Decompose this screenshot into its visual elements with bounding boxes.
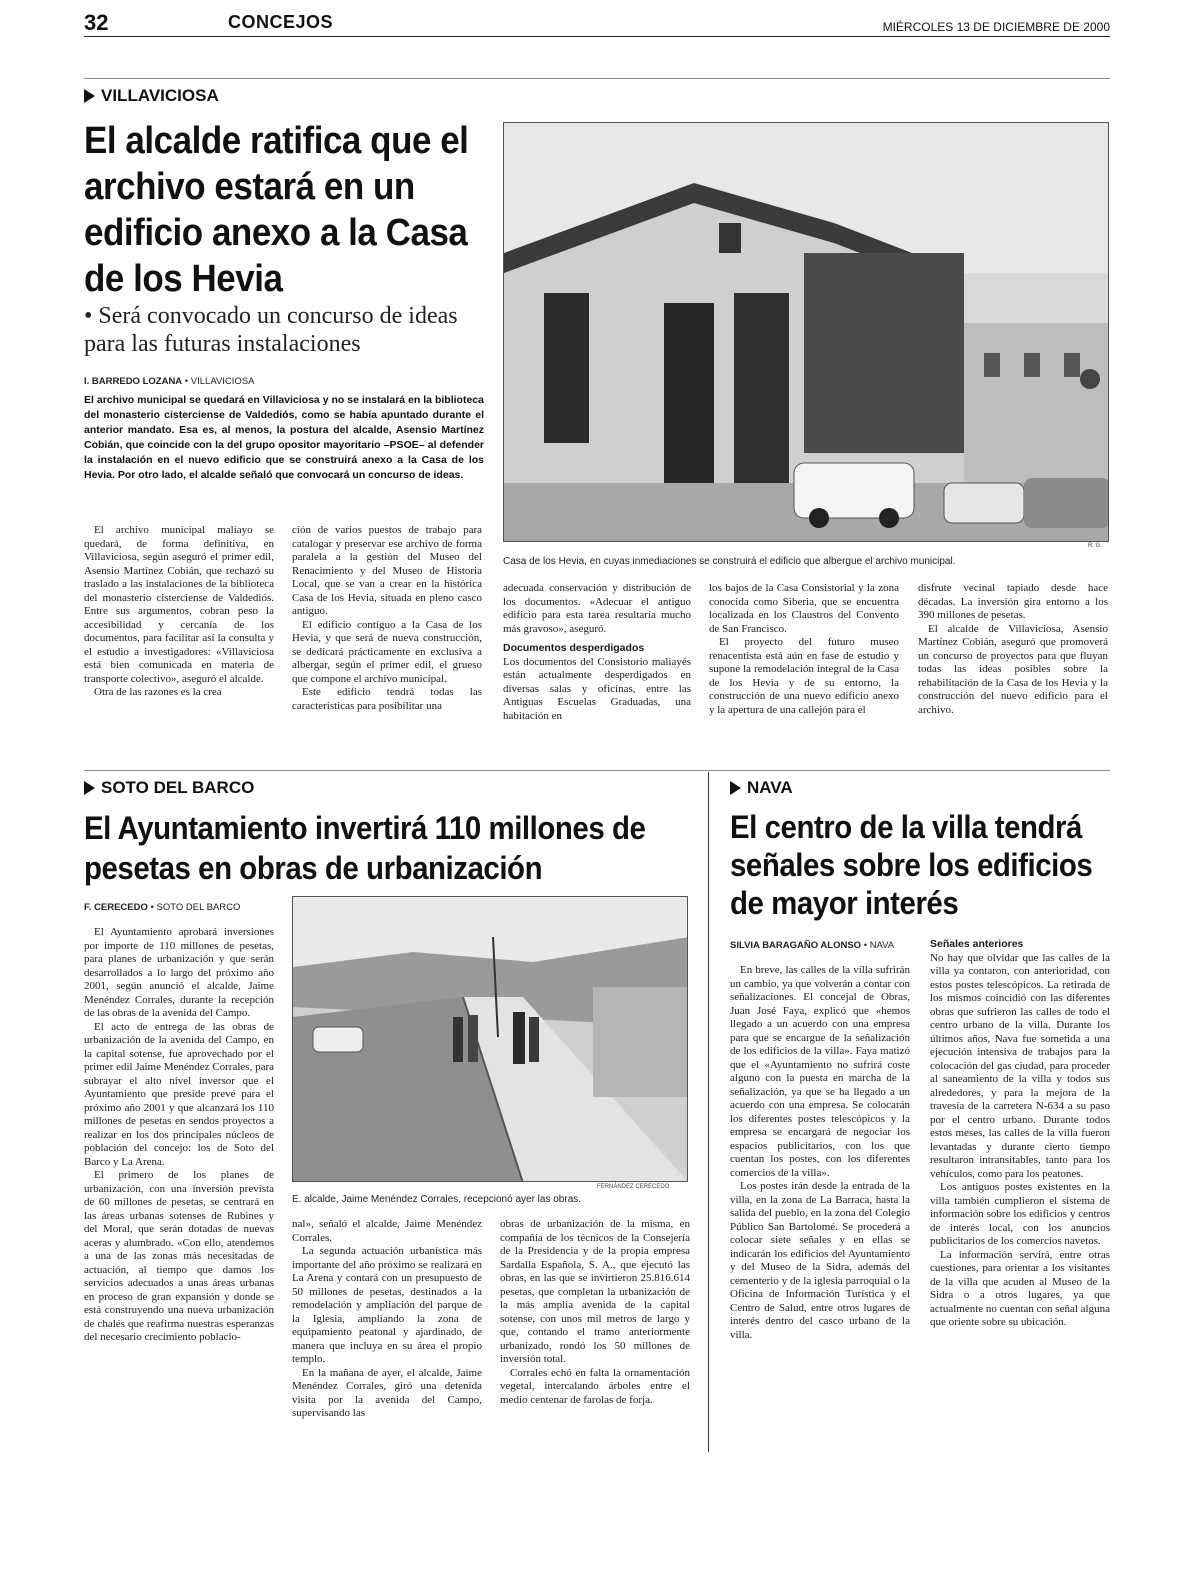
paragraph: Este edificio tendrá todas las características para posibilitar una (292, 686, 482, 712)
story1-photo-caption: Casa de los Hevia, en cuyas inmediaciones se construirá el edificio que albergue el archivo municipal. (503, 556, 956, 567)
triangle-icon (84, 781, 95, 795)
story1-column-5 (918, 582, 1108, 717)
subheading: Señales anteriores (930, 938, 1024, 950)
story2-photo-credit: FERNÁNDEZ CERECEDO (597, 1184, 670, 1190)
tag-label: NAVA (747, 778, 793, 797)
story2-byline: F. CERECEDO • SOTO DEL BARCO (84, 902, 241, 913)
story1-photo (503, 122, 1109, 542)
section-title: CONCEJOS (228, 12, 334, 32)
paragraph: ción de varios puestos de trabajo para catalogar y preservar ese archivo de forma paralela a la gestión del Museo del Renacimiento y del Museo de Historia Local, que se van a crear en la histórica Casa de los Hevia, situada en pleno casco antiguo. (292, 524, 482, 617)
paragraph: nal», señaló el alcalde, Jaime Menéndez Corrales. (292, 1218, 482, 1244)
publication-date: MIÉRCOLES 13 DE DICIEMBRE DE 2000 (882, 20, 1110, 34)
story2-column-2 (292, 1218, 482, 1421)
tag-label: VILLAVICIOSA (101, 86, 219, 105)
section-tag-soto-del-barco (84, 778, 254, 798)
paragraph: La información servirá, entre otras cuestiones, para orientar a los visitantes de la villa que acuden al Museo de la Sidra o a otros lugares, ya que actualmente no cuentan con señal alguna que oriente sobre su ubicación. (930, 1248, 1110, 1328)
paragraph: En breve, las calles de la villa sufrirán un cambio, ya que volverán a contar con señalizaciones. El concejal de Obras, Juan José Faya, explicó que «hemos llegado a un acuerdo con una empresa para que se encargue de la señalización de los edificios de la villa». Faya matizó que el «Ayuntamiento no sufrirá coste alguno con la puesta en marcha de la señalización, ya que se ha llegado a un acuerdo con una empresa. Se colocarán los diferentes postes telescópicos y la empresa se encargará de negociar los espacios publicitarios, con los que cuentan los postes, con los diferentes comercios de la villa». (730, 964, 910, 1179)
paragraph: Los antiguos postes existentes en la villa también cumplieron el sistema de información sobre los edificios y centros de interés local, con los anuncios publicitarios de los comercios navetos. (930, 1181, 1110, 1247)
story2-photo-caption: E. alcalde, Jaime Menéndez Corrales, recepcionó ayer las obras. (292, 1194, 582, 1205)
story3-byline: SILVIA BARAGAÑO ALONSO • NAVA (730, 940, 895, 951)
paragraph: El alcalde de Villaviciosa, Asensio Martínez Cobián, aseguró que promoverá un concurso de proyectos para que fluyan todas las ideas posibles sobre la rehabilitación de la Casa de los Hevia y la construcción del nuevo edificio para el archivo. (918, 622, 1108, 716)
story1-column-2 (292, 524, 482, 713)
story1-column-4 (709, 582, 899, 717)
byline-author: SILVIA BARAGAÑO ALONSO (730, 940, 862, 951)
paragraph: El Ayuntamiento aprobará inversiones por importe de 110 millones de pesetas, para planes de urbanización y que serán desarrollados a lo largo del próximo año 2001, según anunció el alcalde, Jaime Menéndez Corrales, durante la recepción de las obras de la avenida del Campo. (84, 926, 274, 1019)
paragraph: Otra de las razones es la crea (94, 686, 222, 698)
story2-column-3 (500, 1218, 690, 1407)
paragraph: El primero de los planes de urbanización, con una inversión prevista de 60 millones de pesetas, se centrará en las áreas urbanas sotenses de Rubines y del Moral, que serán dotadas de nuevas aceras y alumbrado. «Con ello, atendemos a una de las zonas más necesitadas de actuación, al tiempo que damos los servicios adecuados a unas áreas urbanas en proceso de gran expansión y donde se está construyendo una nueva urbanización de chalés que reafirma nuestras esperanzas del necesario crecimiento poblacio- (84, 1169, 274, 1343)
paragraph: los bajos de la Casa Consistorial y la zona conocida como Siberia, que se encuentra localizada en los Claustros del Convento de San Francisco. (709, 582, 899, 635)
paragraph: El acto de entrega de las obras de urbanización de la avenida del Campo, en la capital sotense, fue aprovechado por el primer edil Jaime Menéndez Corrales, para subrayar el alto nivel inversor que el Ayuntamiento que preside prevé para el próximo año 2001 y que alcanzará los 110 millones de pesetas en sendos proyectos a realizar en los dos principales núcleos de población del concejo: los de Soto del Barco y La Arena. (84, 1020, 274, 1168)
story1-lead: El archivo municipal se quedará en Villaviciosa y no se instalará en la biblioteca del monasterio cisterciense de Valdediós, como se había apuntado durante el anterior mandato. Esa es, al menos, la postura del alcalde, Asensio Martínez Cobián, que coincide con la del grupo opositor mayoritario –PSOE– al defender la instalación en el nuevo edificio que se construirá anexo a la Casa de los Hevia. Por otro lado, el alcalde señaló que convocará un concurso de ideas. (84, 394, 484, 481)
byline-author: I. BARREDO LOZANA (84, 376, 183, 387)
story3-column-2 (930, 938, 1110, 1330)
paragraph: El proyecto del futuro museo renacentista está aún en fase de estudio y supone la remodelación integral de la Casa de los Hevia y de su entorno, la construcción de una nuevo edificio anexo y la apertura de una callejón para el (709, 636, 899, 716)
column-divider (708, 772, 709, 1452)
paragraph: El archivo municipal maliayo se quedará, de forma definitiva, en Villaviciosa, según aseguró el primer edil, Asensio Martínez Cobián, que rechazó su traslado a las instalaciones de la biblioteca del monasterio cisterciense de Valdediós. Entre sus argumentos, cobran peso la accesibilidad y cercanía de los documentos, para facilitar así la consulta y el estudio a investigadores: «Villaviciosa está bien comunicada en materia de transporte colectivo», aseguró el alcalde. (84, 524, 274, 685)
story2-photo (292, 896, 688, 1182)
building-illustration (504, 123, 1109, 542)
story1-photo-credit: R. G. (1088, 543, 1103, 549)
story2-headline: El Ayuntamiento invertirá 110 millones de pesetas en obras de urbanización (84, 810, 646, 886)
paragraph: No hay que olvidar que las calles de la villa ya contaron, con anterioridad, con estos postes telescópicos. La retirada de los mismos coincidió con las diferentes obras que sufrieron las calles de todo el centro urbano de la villa. Durante los últimos años, Nava fue sometida a una ejecución intensiva de trabajos para la colocación del gas ciudad, para proceder al saneamiento de la villa y todos sus alrededores, y para la mejora de la travesía de la carretera N-634 a su paso por el centro urbano. Durante todos estos meses, las calles de la villa fueron levantadas y durante cierto tiempo resultaron intransitables, tanto para los vehículos, como para los peatones. (930, 951, 1110, 1180)
story3-column-1 (730, 964, 910, 1342)
paragraph: El edificio contiguo a la Casa de los Hevia, y que será de nueva construcción, se dedicará prácticamente en exclusiva a albergar, según el primer edil, el grueso que compone el archivo municipal. (292, 618, 482, 685)
section-tag-villaviciosa (84, 86, 219, 106)
triangle-icon (730, 781, 741, 795)
byline-author: F. CERECEDO (84, 902, 148, 913)
section-divider (84, 770, 1110, 771)
tag-label: SOTO DEL BARCO (101, 778, 255, 797)
story1-column-1 (84, 524, 274, 700)
section-tag-nava (730, 778, 793, 798)
story1-byline: I. BARREDO LOZANA • VILLAVICIOSA (84, 376, 255, 387)
paragraph: Los documentos del Consistorio maliayés están actualmente desperdigados en diversas salas y oficinas, entre las Antiguas Escuelas Graduadas, una habitación en (503, 655, 691, 722)
street-illustration (293, 897, 688, 1182)
byline-place: NAVA (869, 940, 895, 951)
masthead-rule (84, 36, 1110, 37)
story1-column-3 (503, 582, 691, 723)
top-rule (84, 78, 1110, 79)
paragraph: Los postes irán desde la entrada de la villa, en la zona de La Barraca, hasta la salida del pueblo, en la zona del Colegio Público San Bartolomé. Se procederá a colocar siete señales y en ellas se indicarán los edificios del Ayuntamiento y del Museo de la Sidra, además del cementerio y de la iglesia parroquial o la Oficina de Información Turística y el Centro de Salud, entre otros lugares de interés dentro del casco urbano de la villa. (730, 1180, 910, 1341)
story2-column-1 (84, 926, 274, 1345)
subheading: Documentos desperdigados (503, 642, 645, 654)
paragraph: adecuada conservación y distribución de los documentos. «Adecuar el antiguo edificio para esta tarea resultaría mucho más gravoso», aseguró. (503, 582, 691, 635)
story1-subhead: • Será convocado un concurso de ideas para las futuras instalaciones (84, 303, 458, 357)
triangle-icon (84, 89, 95, 103)
paragraph: disfrute vecinal tapiado desde hace décadas. La inversión gira entorno a los 390 millones de pesetas. (918, 582, 1108, 621)
story1-headline: El alcalde ratifica que el archivo estará en un edificio anexo a la Casa de los Hevia (84, 120, 469, 300)
paragraph: En la mañana de ayer, el alcalde, Jaime Menéndez Corrales, giró una detenida visita por la avenida del Campo, supervisando las (292, 1366, 482, 1419)
story3-headline: El centro de la villa tendrá señales sobre los edificios de mayor interés (730, 809, 1093, 921)
paragraph: Corrales echó en falta la ornamentación vegetal, intercalando árboles entre el medio centenar de farolas de forja. (500, 1366, 690, 1406)
page-number: 32 (84, 10, 109, 35)
paragraph: obras de urbanización de la misma, en compañía de los técnicos de la Consejería de la Presidencia y de la propia empresa Sardalla Española, S. A., que ejecutó las obras, en las que se invirtieron 25.816.614 pesetas, que completan la urbanización de la más amplia avenida de la capital sotense, con unos mil metros de largo y que, contando el tramo anteriormente urbanizado, rondó los 50 millones de inversión total. (500, 1218, 690, 1365)
byline-place: VILLAVICIOSA (190, 376, 255, 387)
paragraph: La segunda actuación urbanística más importante del año próximo se realizará en La Arena y contará con un presupuesto de 50 millones de pesetas, destinados a la remodelación y ampliación del parque de la Iglesia, ampliando la zona de equipamiento peatonal y ajardinado, de manera que incluya en su área el propio templo. (292, 1245, 482, 1365)
byline-place: SOTO DEL BARCO (156, 902, 241, 913)
